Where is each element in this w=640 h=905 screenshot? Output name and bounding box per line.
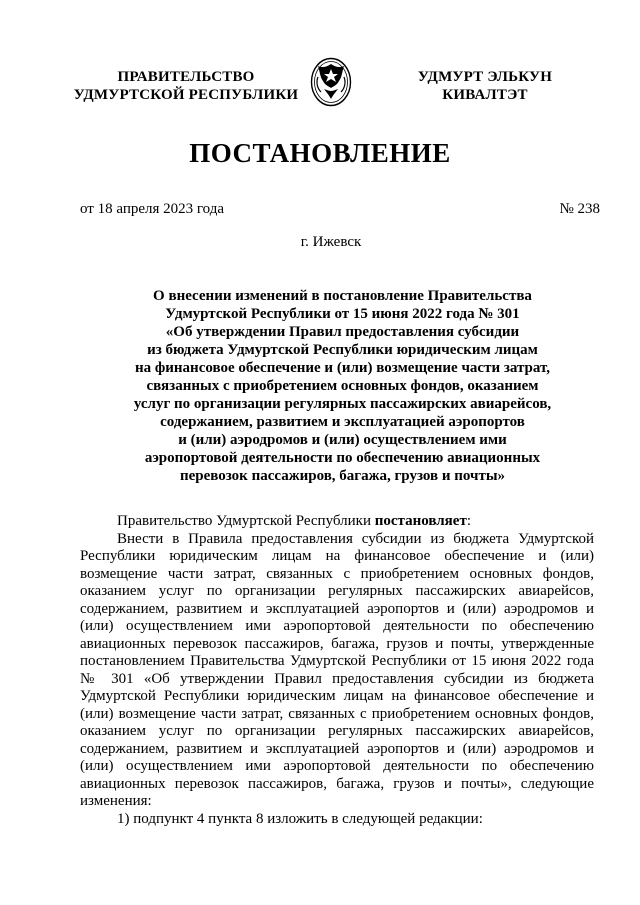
paragraph-line: оказанием услуг по организации регулярных пассажирских авиарейсов, — [80, 723, 594, 739]
subject-line: содержанием, развитием и эксплуатацией аэропортов — [160, 414, 525, 430]
paragraph-line: содержанием, развитием и эксплуатацией аэропортов и (или) аэродромов и — [80, 600, 594, 617]
paragraph-line: (или) осуществлением ими аэропортовой деятельности по обеспечению — [80, 758, 594, 774]
subject-line: «Об утверждении Правил предоставления субсидии — [165, 324, 520, 340]
subject-line: аэропортовой деятельности по обеспечению авиационных — [144, 450, 541, 466]
paragraph-line: № 301 «Об утверждении Правил предоставления субсидии из бюджета — [80, 670, 594, 687]
document-city: г. Ижевск — [300, 234, 362, 250]
header-left-line: УДМУРТСКОЙ РЕСПУБЛИКИ — [73, 87, 299, 103]
subject-line: О внесении изменений в постановление Правительства — [153, 288, 532, 304]
subject-line: услуг по организации регулярных пассажирских авиарейсов, — [133, 396, 552, 412]
paragraph-line: содержанием, развитием и эксплуатацией аэропортов и (или) аэродромов и — [80, 740, 594, 757]
document-title: ПОСТАНОВЛЕНИЕ — [189, 138, 451, 168]
paragraph-line: возмещение части затрат, связанных с приобретением основных фондов, — [80, 565, 594, 582]
paragraph-line: авиационных перевозок пассажиров, багажа, грузов и почты, утвержденные — [80, 635, 594, 652]
header-left — [56, 68, 316, 104]
paragraph-line: изменения: — [80, 793, 152, 809]
header-right — [395, 68, 575, 104]
intro-verb: постановляет — [374, 513, 467, 529]
paragraph-line: (или) осуществлением ими аэропортовой деятельности по обеспечению — [80, 618, 594, 634]
paragraph-line: (или) возмещение части затрат, связанных с приобретением основных фондов, — [80, 705, 594, 722]
document-subject — [60, 287, 625, 485]
paragraph-line: Удмуртской Республики юридическим лицам на финансовое обеспечение и — [80, 688, 594, 704]
subject-line: перевозок пассажиров, багажа, грузов и почты» — [179, 468, 506, 484]
main-paragraph — [80, 531, 594, 811]
document-number: № 238 — [559, 201, 600, 217]
document-date: от 18 апреля 2023 года — [80, 201, 225, 217]
intro-suffix: : — [466, 513, 471, 529]
subject-line: связанных с приобретением основных фондов, оказанием — [146, 378, 539, 394]
header-right-line: УДМУРТ ЭЛЬКУН — [417, 69, 553, 85]
paragraph-line: Республики юридическим лицам на финансовое обеспечение и (или) — [80, 548, 594, 564]
header-left-line: ПРАВИТЕЛЬСТВО — [117, 69, 255, 85]
paragraph-line: оказанием услуг по организации регулярных пассажирских авиарейсов, — [80, 583, 594, 599]
coat-of-arms-icon — [309, 55, 353, 107]
intro-prefix: Правительство Удмуртской Республики — [117, 513, 375, 529]
subject-line: на финансовое обеспечение и (или) возмещение части затрат, — [135, 360, 550, 376]
document-body — [80, 513, 594, 828]
subject-line: из бюджета Удмуртской Республики юридическим лицам — [147, 342, 538, 358]
paragraph-line: авиационных перевозок пассажиров, багажа, грузов и почты», следующие — [80, 775, 594, 792]
paragraph-line: Внести в Правила предоставления субсидии из бюджета Удмуртской — [117, 530, 594, 547]
header-right-line: КИВАЛТЭТ — [442, 87, 528, 103]
paragraph-line: постановлением Правительства Удмуртской Республики от 15 июня 2022 года — [80, 653, 594, 669]
intro-paragraph — [80, 513, 594, 531]
subject-line: и (или) аэродромов и (или) осуществлением ими — [178, 432, 507, 448]
item-1: 1) подпункт 4 пункта 8 изложить в следующей редакции: — [117, 810, 483, 827]
subject-line: Удмуртской Республики от 15 июня 2022 года № 301 — [165, 306, 520, 322]
